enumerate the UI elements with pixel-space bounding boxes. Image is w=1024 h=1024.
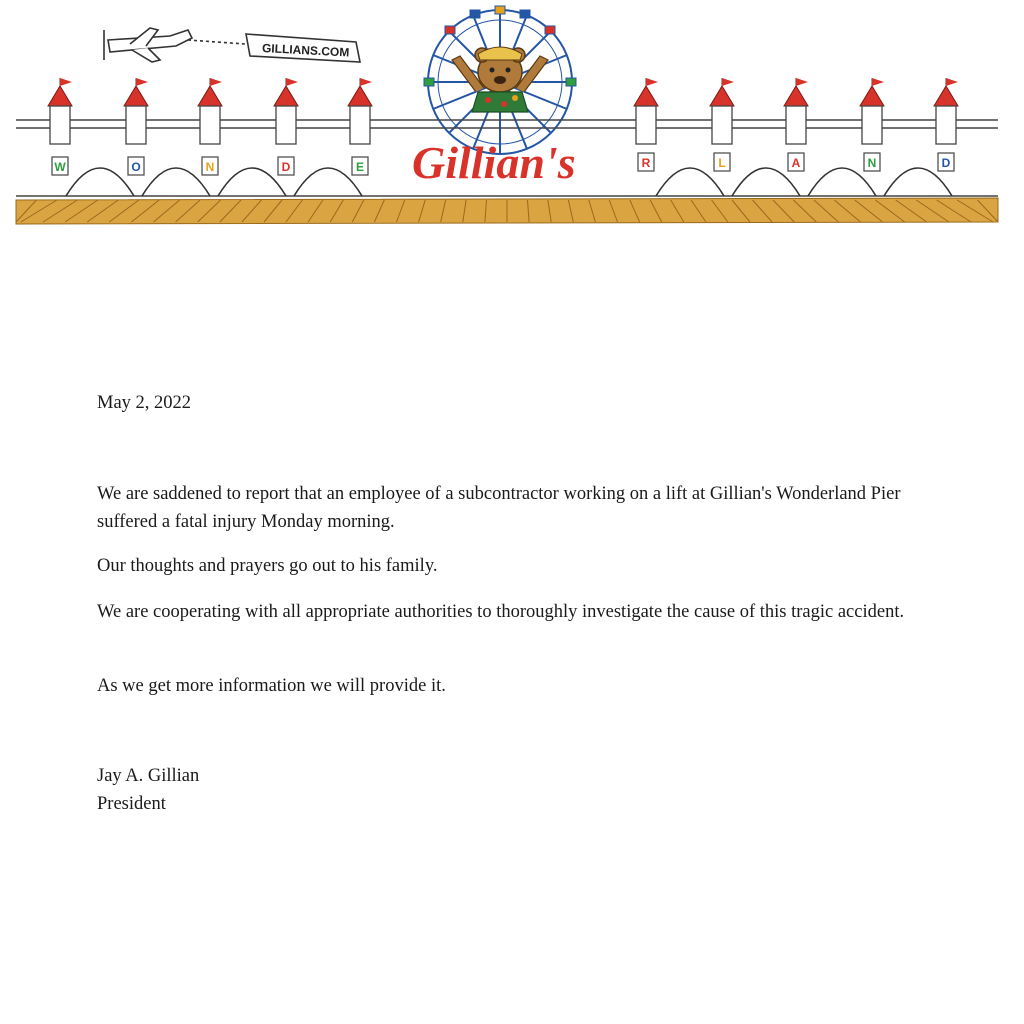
tower <box>634 78 658 144</box>
sign-letter: R <box>641 156 651 170</box>
gillians-logo: Gillian's <box>412 137 576 188</box>
signature-title: President <box>97 794 166 814</box>
tower <box>784 78 808 144</box>
sign-letter: N <box>867 156 877 170</box>
sign-letter: L <box>718 156 726 170</box>
sign-letter: D <box>281 160 291 174</box>
letterhead <box>0 0 1024 240</box>
sign-letter: A <box>791 156 801 170</box>
tower <box>348 78 372 144</box>
sign-letter: D <box>941 156 951 170</box>
banner-text: GILLIANS.COM <box>261 41 350 60</box>
tower <box>710 78 734 144</box>
sign-letter: W <box>54 160 66 174</box>
tower <box>48 78 72 144</box>
signature-name: Jay A. Gillian <box>97 766 200 786</box>
tower <box>934 78 958 144</box>
left-letter-signs <box>52 157 368 175</box>
banner <box>246 34 360 62</box>
sign-letter: N <box>205 160 215 174</box>
paragraph-1: We are saddened to report that an employee of a subcontractor working on a lift at Gillian's Wonderland Pier suffered a fatal injury Monday morning. <box>97 484 901 532</box>
paragraph-4: As we get more information we will provide it. <box>97 676 446 696</box>
paragraph-2: Our thoughts and prayers go out to his family. <box>97 556 438 576</box>
sign-letter: E <box>355 160 365 174</box>
tower <box>274 78 298 144</box>
tower <box>124 78 148 144</box>
airplane-icon <box>104 28 245 62</box>
tower <box>198 78 222 144</box>
letterhead-art <box>0 0 1024 240</box>
bear-mascot-icon <box>452 47 548 112</box>
letter-date: May 2, 2022 <box>97 393 192 413</box>
tower <box>860 78 884 144</box>
paragraph-3: We are cooperating with all appropriate authorities to thoroughly investigate the cause of this tragic accident. <box>97 602 905 622</box>
sign-letter: O <box>131 160 141 174</box>
boardwalk <box>16 198 998 224</box>
